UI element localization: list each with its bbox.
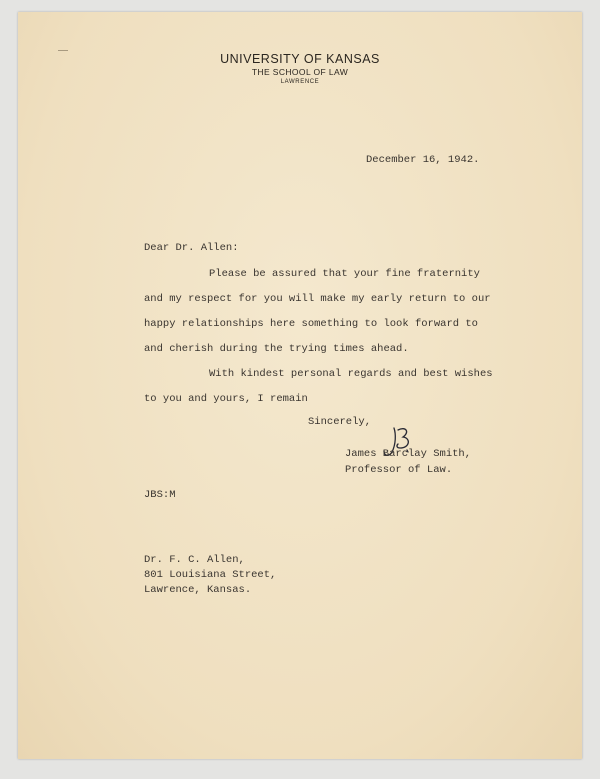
recipient-line: 801 Louisiana Street, [144,569,277,581]
letter-closing: Sincerely, [308,416,372,428]
letterhead-school: THE SCHOOL OF LAW [251,67,349,77]
reference-initials: JBS:M [144,489,176,501]
body-line: With kindest personal regards and best wishes [209,368,493,380]
letter-salutation: Dear Dr. Allen: [144,242,239,254]
letter-page [18,12,582,759]
signer-title: Professor of Law. [345,464,453,476]
body-line: to you and yours, I remain [144,393,308,405]
letterhead-university: UNIVERSITY OF KANSAS [220,52,380,66]
paper-mark [58,50,68,51]
body-line: Please be assured that your fine fraternity [209,268,480,280]
letter-date: December 16, 1942. [366,154,480,166]
body-line: and cherish during the trying times ahead. [144,343,409,355]
body-line: and my respect for you will make my early return to our [144,293,491,305]
recipient-line: Dr. F. C. Allen, [144,554,245,566]
letterhead-city: LAWRENCE [280,79,320,85]
recipient-line: Lawrence, Kansas. [144,584,252,596]
signer-name: James Barclay Smith, [345,448,472,460]
body-line: happy relationships here something to look forward to [144,318,478,330]
